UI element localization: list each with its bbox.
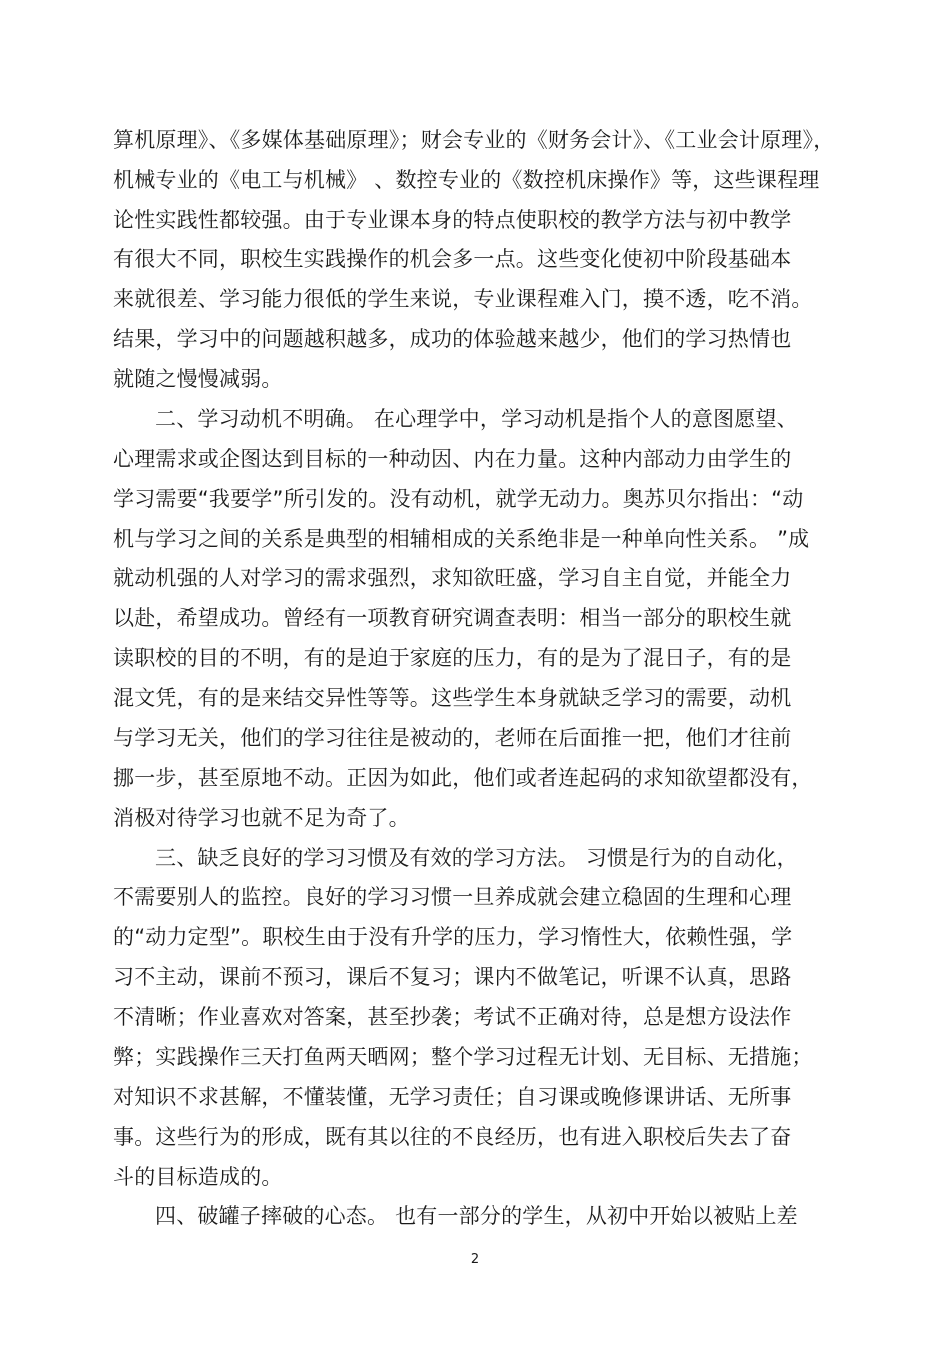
text-line: 心理需求或企图达到目标的一种动因、内在力量。这种内部动力由学生的 <box>113 447 792 471</box>
text-line: 习不主动，课前不预习，课后不复习；课内不做笔记，听课不认真，思路 <box>113 965 792 989</box>
text-line: 机械专业的《电工与机械》 、数控专业的《数控机床操作》等，这些课程理 <box>113 168 820 192</box>
text-line: 弊；实践操作三天打鱼两天晒网；整个学习过程无计划、无目标、无措施； <box>113 1045 813 1069</box>
section-heading-line: 二、学习动机不明确。 在心理学中，学习动机是指个人的意图愿望、 <box>155 407 798 431</box>
text-line: 就动机强的人对学习的需求强烈，求知欲旺盛，学习自主自觉，并能全力 <box>113 566 792 590</box>
text-line: 读职校的目的不明，有的是迫于家庭的压力，有的是为了混日子，有的是 <box>113 646 792 670</box>
text-line: 与学习无关，他们的学习往往是被动的，老师在后面推一把，他们才往前 <box>113 726 792 750</box>
text-line: 来就很差、学习能力很低的学生来说，专业课程难入门，摸不透，吃不消。 <box>113 287 813 311</box>
text-line: 就随之慢慢减弱。 <box>113 367 283 391</box>
text-line: 消极对待学习也就不足为奇了。 <box>113 806 410 830</box>
text-line: 论性实践性都较强。由于专业课本身的特点使职校的教学方法与初中教学 <box>113 208 792 232</box>
section-heading-line: 四、破罐子摔破的心态。 也有一部分的学生，从初中开始以被贴上差 <box>155 1204 798 1228</box>
text-line: 混文凭，有的是来结交异性等等。这些学生本身就缺乏学习的需要，动机 <box>113 686 792 710</box>
text-line: 挪一步，甚至原地不动。正因为如此，他们或者连起码的求知欲望都没有， <box>113 766 813 790</box>
text-line: 以赴，希望成功。曾经有一项教育研究调查表明：相当一部分的职校生就 <box>113 606 792 630</box>
text-line: 有很大不同，职校生实践操作的机会多一点。这些变化使初中阶段基础本 <box>113 247 792 271</box>
section-heading-line: 三、缺乏良好的学习习惯及有效的学习方法。 习惯是行为的自动化， <box>155 846 798 870</box>
page-number: 2 <box>470 1252 480 1267</box>
text-line: 学习需要“我要学”所引发的。没有动机，就学无动力。奥苏贝尔指出：“动 <box>113 487 804 511</box>
text-line: 斗的目标造成的。 <box>113 1165 283 1189</box>
text-line: 机与学习之间的关系是典型的相辅相成的关系绝非是一种单向性关系。 ”成 <box>113 527 810 551</box>
text-line: 结果，学习中的问题越积越多，成功的体验越来越少，他们的学习热情也 <box>113 327 792 351</box>
text-line: 对知识不求甚解，不懂装懂，无学习责任；自习课或晚修课讲话、无所事 <box>113 1085 792 1109</box>
text-line: 不清晰；作业喜欢对答案，甚至抄袭；考试不正确对待，总是想方设法作 <box>113 1005 792 1029</box>
text-line: 事。这些行为的形成，既有其以往的不良经历，也有进入职校后失去了奋 <box>113 1125 792 1149</box>
text-line: 的“动力定型”。职校生由于没有升学的压力，学习惰性大，依赖性强，学 <box>113 925 793 949</box>
text-line: 算机原理》、《多媒体基础原理》；财会专业的《财务会计》、《工业会计原理》， <box>113 128 835 152</box>
text-line: 不需要别人的监控。良好的学习习惯一旦养成就会建立稳固的生理和心理 <box>113 885 792 909</box>
